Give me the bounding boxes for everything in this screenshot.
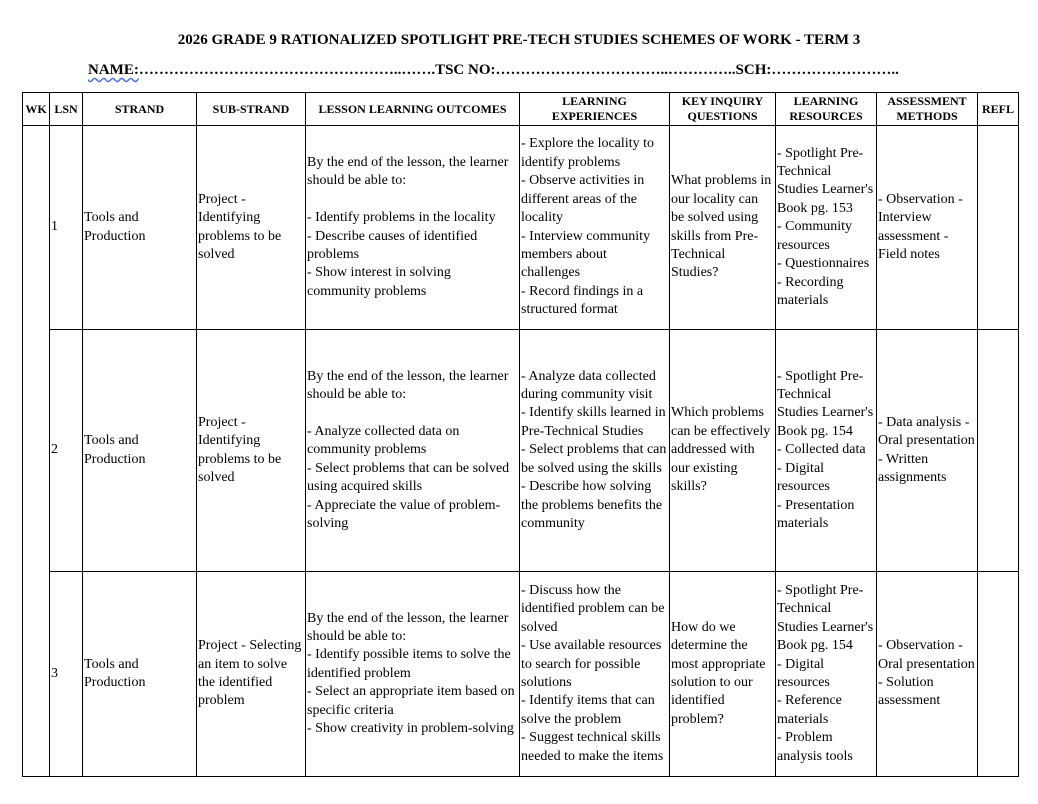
resource-line: - Questionnaires — [777, 256, 870, 272]
document-title: 2026 GRADE 9 RATIONALIZED SPOTLIGHT PRE-TECH STUDIES SCHEMES OF WORK - TERM 3 — [177, 32, 861, 48]
outcome-line — [307, 191, 518, 209]
experiences-cell — [520, 126, 670, 330]
lesson-number: 3 — [50, 572, 83, 777]
table-row — [23, 330, 1019, 572]
lesson-number: 1 — [50, 126, 83, 330]
resource-line: - Recording materials — [777, 274, 844, 308]
header-assessment: ASSESSMENT METHODS — [877, 93, 978, 126]
experiences-cell — [520, 330, 670, 572]
experience-line: - Interview community members about challenges — [521, 228, 651, 281]
table-row — [23, 572, 1019, 777]
sub-strand-cell: Project - Selecting an item to solve the identified problem — [197, 572, 306, 777]
resources-cell — [776, 330, 877, 572]
name-label: NAME: — [88, 62, 139, 78]
outcome-line — [307, 404, 518, 422]
school-label: SCH: — [735, 62, 772, 78]
experiences-cell — [520, 572, 670, 777]
school-blank: …………………….. — [771, 62, 899, 78]
experience-line: - Use available resources to search for possible solutions — [521, 638, 662, 690]
experience-line: - Suggest technical skills needed to make the items — [521, 730, 664, 764]
outcome-line: - Identify problems in the locality — [307, 210, 496, 226]
outcome-line: - Describe causes of identified problems — [307, 228, 478, 262]
table-row — [23, 126, 1019, 330]
outcome-line: By the end of the lesson, the learner should be able to: — [307, 368, 509, 403]
resource-line: - Problem analysis tools — [777, 730, 853, 764]
resource-line: - Presentation materials — [777, 497, 855, 531]
experience-line: - Observe activities in different areas of the locality — [521, 173, 645, 226]
experience-line: - Identify items that can solve the problem — [521, 693, 655, 727]
header-strand: STRAND — [83, 93, 197, 126]
sub-strand-cell: Project - Identifying problems to be solved — [197, 126, 306, 330]
resource-line: - Spotlight Pre-Technical Studies Learner's Book pg. 153 — [777, 145, 874, 216]
header-outcomes: LESSON LEARNING OUTCOMES — [306, 93, 520, 126]
resources-cell — [776, 126, 877, 330]
reflection-cell — [978, 572, 1019, 777]
inquiry-question-cell: How do we determine the most appropriate solution to our identified problem? — [670, 572, 776, 777]
inquiry-question-cell: Which problems can be effectively addressed with our existing skills? — [670, 330, 776, 572]
teacher-details-line — [88, 62, 899, 79]
resource-line: - Collected data — [777, 442, 866, 458]
assessment-cell: - Observation - Interview assessment - Field notes — [877, 126, 978, 330]
schemes-of-work-table — [22, 92, 1019, 777]
tsc-blank: ……………………………..………….. — [495, 62, 736, 78]
outcomes-cell — [306, 330, 520, 572]
table-header-row — [23, 93, 1019, 126]
resource-line: - Community resources — [777, 219, 853, 253]
sub-strand-cell: Project - Identifying problems to be solved — [197, 330, 306, 572]
experience-line: - Explore the locality to identify problems — [521, 136, 654, 170]
tsc-label: TSC NO: — [435, 62, 496, 78]
outcome-line: - Analyze collected data on community problems — [307, 423, 460, 458]
inquiry-question-cell: What problems in our locality can be solved using skills from Pre-Technical Studies? — [670, 126, 776, 330]
experience-line: - Select problems that can be solved using the skills — [521, 442, 667, 476]
outcome-line: By the end of the lesson, the learner should be able to: — [307, 610, 509, 644]
outcome-line: - Identify possible items to solve the identified problem — [307, 647, 511, 681]
name-blank: ……………………………………………..……. — [138, 62, 436, 78]
header-inquiry-questions: KEY INQUIRY QUESTIONS — [670, 93, 776, 126]
experience-line: - Record findings in a structured format — [521, 283, 644, 318]
lesson-number: 2 — [50, 330, 83, 572]
assessment-cell: - Observation - Oral presentation - Solution assessment — [877, 572, 978, 777]
resources-cell — [776, 572, 877, 777]
reflection-cell — [978, 126, 1019, 330]
experience-line: - Discuss how the identified problem can be solved — [521, 582, 665, 635]
resource-line: - Spotlight Pre-Technical Studies Learner's Book pg. 154 — [777, 582, 874, 654]
outcome-line: - Show interest in solving community problems — [307, 265, 451, 299]
reflection-cell — [978, 330, 1019, 572]
header-wk: WK — [23, 93, 50, 126]
header-sub-strand: SUB-STRAND — [197, 93, 306, 126]
outcome-line: By the end of the lesson, the learner should be able to: — [307, 154, 509, 189]
outcome-line: - Select an appropriate item based on specific criteria — [307, 684, 515, 718]
strand-cell: Tools and Production — [83, 572, 197, 777]
resource-line: - Digital resources — [777, 656, 830, 690]
experience-line: - Analyze data collected during community visit — [521, 368, 656, 403]
resource-line: - Reference materials — [777, 693, 842, 727]
header-resources: LEARNING RESOURCES — [776, 93, 877, 126]
strand-cell: Tools and Production — [83, 330, 197, 572]
experience-line: - Describe how solving the problems benefits the community — [521, 479, 663, 531]
header-experiences: LEARNING EXPERIENCES — [520, 93, 670, 126]
strand-cell: Tools and Production — [83, 126, 197, 330]
header-reflection: REFL — [978, 93, 1019, 126]
resource-line: - Spotlight Pre-Technical Studies Learner's Book pg. 154 — [777, 368, 874, 439]
outcomes-cell — [306, 126, 520, 330]
experience-line: - Identify skills learned in Pre-Technical Studies — [521, 405, 666, 439]
outcomes-cell — [306, 572, 520, 777]
week-cell — [23, 126, 50, 777]
assessment-cell: - Data analysis - Oral presentation - Written assignments — [877, 330, 978, 572]
outcome-line: - Show creativity in problem-solving — [307, 721, 514, 737]
outcome-line: - Select problems that can be solved using acquired skills — [307, 460, 510, 495]
header-lsn: LSN — [50, 93, 83, 126]
resource-line: - Digital resources — [777, 460, 830, 495]
outcome-line: - Appreciate the value of problem-solving — [307, 497, 501, 531]
